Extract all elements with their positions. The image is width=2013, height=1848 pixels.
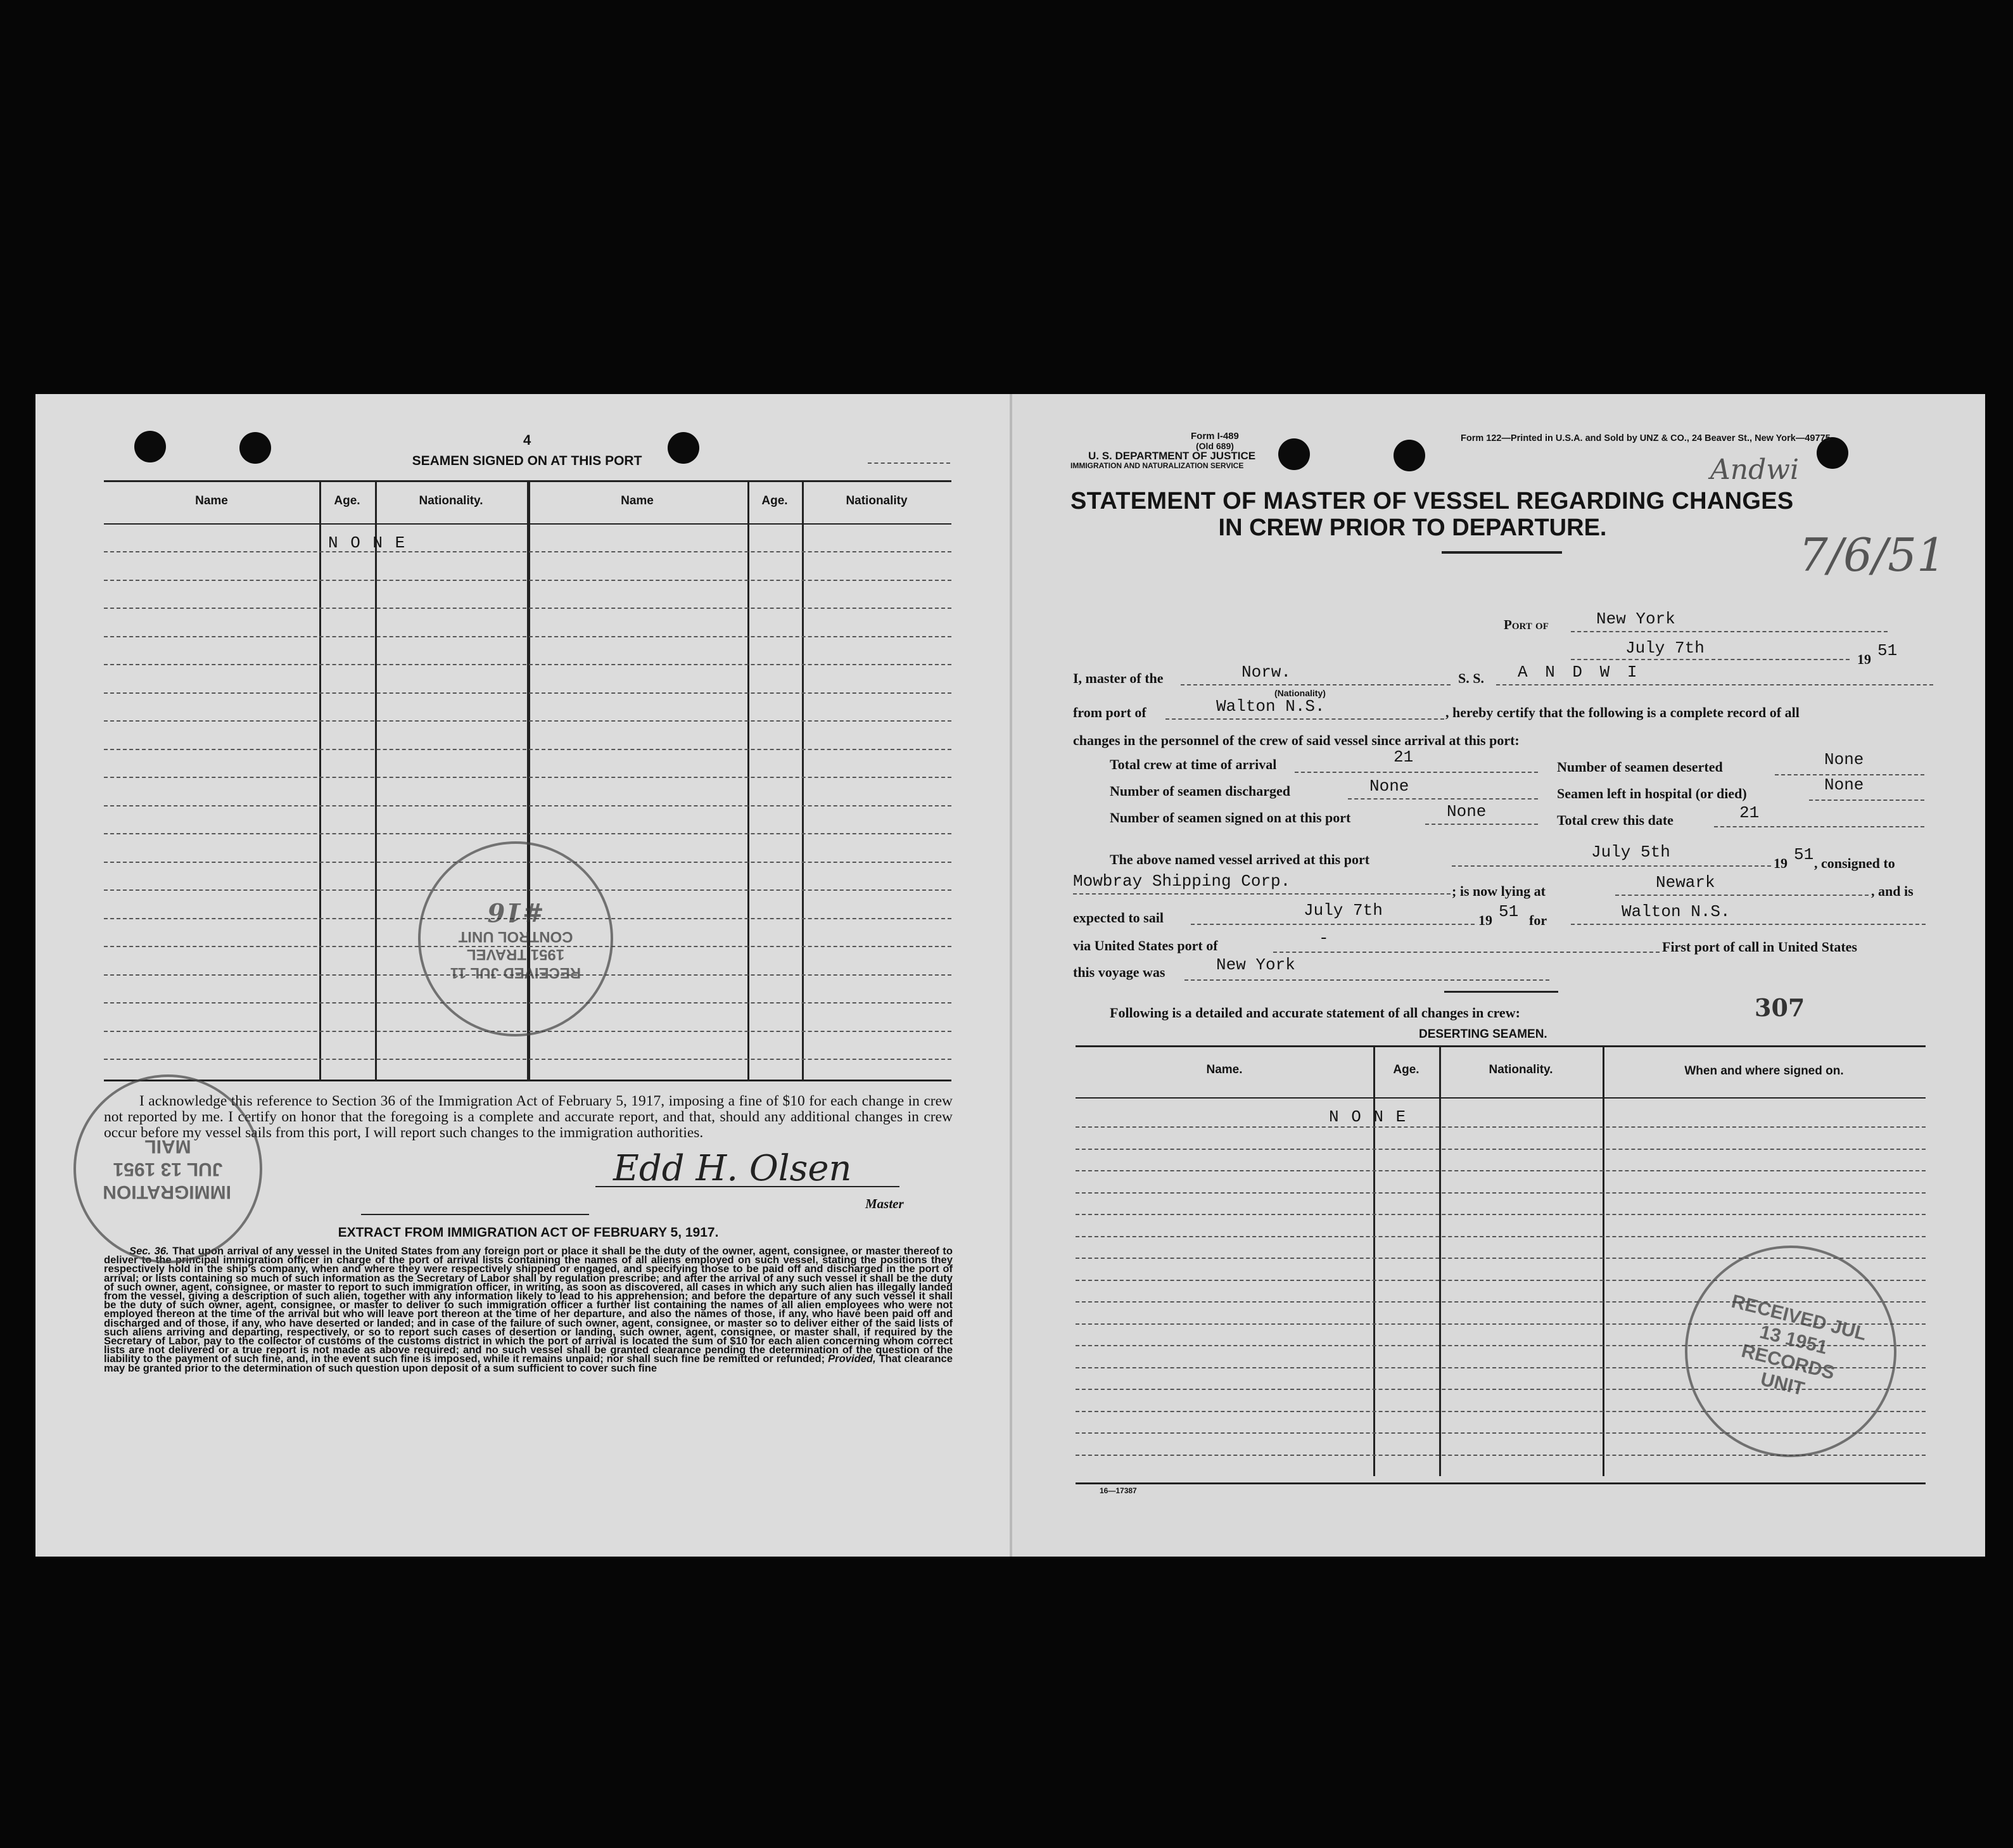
mail-stamp [73, 1074, 262, 1263]
section-label: Sec. 36. [129, 1245, 169, 1257]
statement-title: STATEMENT OF MASTER OF VESSEL REGARDING CHANGES [1070, 488, 1794, 514]
statement-subtitle: IN CREW PRIOR TO DEPARTURE. [1218, 514, 1607, 541]
stamp-text: IMMIGRATION JUL 13 1951 MAIL [103, 1136, 231, 1202]
ruled-line [104, 692, 951, 694]
year-prefix: 19 [1857, 651, 1871, 667]
punch-hole [1394, 440, 1425, 471]
ruled-line [1076, 1214, 1926, 1215]
ruled-line [104, 749, 951, 750]
handwritten-number: 307 [1755, 993, 1805, 1022]
deserting-title: DESERTING SEAMEN. [1419, 1028, 1547, 1041]
printer-note: Form 122—Printed in U.S.A. and Sold by UNZ & CO., 24 Beaver St., New York—49775 [1461, 433, 1831, 443]
stat-value: None [1447, 802, 1487, 821]
year-prefix: 19 [1478, 912, 1492, 928]
port-value: New York [1596, 609, 1675, 628]
stamp-text: RECEIVED JUL 13 1951 RECORDS UNIT [1729, 1290, 1869, 1400]
from-port: Walton N.S. [1216, 697, 1325, 716]
stat-label: Number of seamen signed on at this port [1110, 810, 1351, 825]
stat-label: Total crew this date [1557, 812, 1673, 828]
col-header-name: Name [621, 494, 654, 507]
master-label: Master [865, 1196, 904, 1211]
year-prefix: 19 [1774, 855, 1788, 871]
col-header-age: Age. [1393, 1063, 1419, 1076]
lying-at: Newark [1656, 873, 1715, 892]
ruled-line [104, 551, 951, 552]
ruled-line [104, 1059, 951, 1060]
col-header-name: Name. [1206, 1063, 1243, 1076]
statement-date: July 7th [1625, 639, 1705, 658]
punch-hole [1278, 438, 1310, 470]
stamp-text: RECEIVED JUL 11 1951 TRAVEL CONTROL UNIT [450, 927, 581, 982]
master-of-label: I, master of the [1073, 670, 1164, 686]
following-label: Following is a detailed and accurate statement of all changes in crew: [1110, 1005, 1520, 1021]
and-is-label: , and is [1871, 883, 1914, 899]
col-header-age: Age. [334, 494, 360, 507]
expected-label: expected to sail [1073, 910, 1164, 926]
section-title: SEAMEN SIGNED ON AT THIS PORT [412, 454, 642, 468]
via-port: - [1319, 929, 1329, 948]
acknowledgment-text: I acknowledge this reference to Section 36 of the Immigration Act of February 5, 1917, imposing a fine of $10 for each change in crew not reported by me. I certify on honor that the foregoing is a complete and accurate report, and that, should any additional changes in crew occur before my vessel sails from this port, I will report such changes to the immigration authorities. [104, 1093, 953, 1141]
handwritten-date: 7/6/51 [1799, 528, 1946, 582]
voyage-label: this voyage was [1073, 964, 1165, 980]
col-header-nationality: Nationality [846, 494, 908, 507]
lying-label: ; is now lying at [1452, 883, 1546, 899]
via-label: via United States port of [1073, 938, 1218, 953]
first-port-label: First port of call in United States [1662, 939, 1857, 955]
none-entry: N O N E [1329, 1107, 1407, 1126]
vessel-name: A N D W I [1518, 663, 1641, 682]
arrived-year: 51 [1794, 845, 1814, 864]
ruled-line [104, 720, 951, 722]
stat-label: Total crew at time of arrival [1110, 756, 1277, 772]
ruled-line [1076, 1149, 1926, 1150]
none-entry: N O N E [328, 533, 407, 552]
section-body: That upon arrival of any vessel in the United States from any foreign port or place it shall be the duty of the owner, agent, consignee, or master thereof to deliver to the principal immigration officer in charge of the port of arrival lists containing the names of all aliens employed on such vessel, stating the positions they respectively hold in the ship's company, when and where they were respectively shipped or engaged, and specifying those to be paid off and discharged in the port of arrival; or lists containing so much of such information as the Secretary of Labor shall by regulation prescribe; and after the arrival of any such vessel it shall be the duty of such owner, agent, consignee, or master to report to such immigration officer, in writing, as soon as discovered, all cases in which any such alien has illegally landed from the vessel, giving a description of such alien, together with any information likely to lead to his apprehension; and before the departure of any such vessel it shall be the duty of such owner, agent, consignee, or master to deliver to such immigration officer a further list containing the names of all alien employees who were not employed thereon at the time of the arrival but who will leave port thereon at the time of her departure, and also the names of those, if any, who have been paid off and discharged and of those, if any, who have deserted or landed; and in case of the failure of such owner, agent, consignee, or master so to deliver either of the said lists of such aliens arriving and departing, respectively, or so to report such cases of desertion or landing, such owner, agent, consignee, or master shall, if required by the Secretary of Labor, pay to the collector of customs of the customs district in which the port of arrival is located the sum of $10 for each alien concerning whom correct lists are not delivered or a true report is not made as above required; and no such vessel shall be granted clearance pending the determination of the question of the liability to the payment of such fine, and, in the event such fine is imposed, while it remains unpaid; nor shall such fine be remitted or refunded; [104, 1245, 953, 1365]
arrived-date: July 5th [1591, 843, 1670, 862]
port-label: Port of [1504, 617, 1549, 632]
form-number: Form I-489 [1191, 431, 1239, 442]
from-port-label: from port of [1073, 704, 1146, 720]
col-header-nationality: Nationality. [1489, 1063, 1553, 1076]
col-header-signed-on: When and where signed on. [1684, 1064, 1844, 1078]
col-header-name: Name [195, 494, 228, 507]
sail-year: 51 [1499, 902, 1519, 921]
col-header-nationality: Nationality. [419, 494, 483, 507]
form-old-number: (Old 689) [1196, 441, 1234, 451]
master-signature: Edd H. Olsen [613, 1148, 852, 1189]
ruled-line [1076, 1126, 1926, 1128]
ss-label: S. S. [1458, 670, 1484, 686]
proviso-body: That clearance may be granted prior to the determination of such question upon deposit of a sum sufficient to cover such fine [104, 1353, 953, 1374]
consigned-label: , consigned to [1814, 855, 1895, 871]
stat-value: None [1824, 750, 1864, 769]
stat-label: Number of seamen deserted [1557, 759, 1723, 775]
punch-hole [239, 432, 271, 464]
service-name: IMMIGRATION AND NATURALIZATION SERVICE [1070, 461, 1244, 470]
changes-text: changes in the personnel of the crew of said vessel since arrival at this port: [1073, 732, 1520, 748]
stat-label: Seamen left in hospital (or died) [1557, 786, 1747, 801]
stat-value: None [1369, 777, 1409, 796]
proviso-label: Provided, [828, 1353, 876, 1365]
ruled-line [104, 608, 951, 609]
destination: Walton N.S. [1622, 902, 1730, 921]
stamp-initials: #16 [487, 896, 544, 927]
handwritten-vessel-name: Andwi [1710, 454, 1800, 486]
page-number: 4 [523, 432, 531, 448]
nationality-caption: (Nationality) [1274, 688, 1326, 698]
vessel-nationality: Norw. [1241, 663, 1292, 682]
ruled-line [1076, 1236, 1926, 1237]
arrived-label: The above named vessel arrived at this port [1110, 851, 1370, 867]
year-suffix: 51 [1877, 641, 1898, 660]
page-fold [1010, 394, 1012, 1557]
footer-code: 16—17387 [1100, 1486, 1137, 1495]
ruled-line [1076, 1170, 1926, 1171]
sail-date: July 7th [1304, 901, 1383, 920]
stat-value: 21 [1739, 803, 1760, 822]
certify-text: , hereby certify that the following is a complete record of all [1445, 704, 1800, 720]
ruled-line [104, 805, 951, 806]
extract-text [104, 1247, 953, 1373]
stat-label: Number of seamen discharged [1110, 783, 1290, 799]
first-port: New York [1216, 955, 1295, 974]
ruled-line [104, 636, 951, 637]
for-label: for [1529, 912, 1547, 928]
consignee: Mowbray Shipping Corp. [1073, 872, 1291, 891]
stat-value: None [1824, 775, 1864, 794]
ruled-line [104, 580, 951, 581]
punch-hole [134, 431, 166, 462]
ruled-line [104, 833, 951, 834]
department-name: U. S. DEPARTMENT OF JUSTICE [1088, 450, 1256, 462]
ruled-line [104, 664, 951, 665]
travel-control-stamp [418, 841, 613, 1036]
ruled-line [1076, 1192, 1926, 1194]
extract-title: EXTRACT FROM IMMIGRATION ACT OF FEBRUARY 5, 1917. [338, 1225, 719, 1240]
ruled-line [104, 777, 951, 778]
stat-value: 21 [1394, 748, 1414, 767]
punch-hole [668, 432, 699, 464]
col-header-age: Age. [761, 494, 788, 507]
